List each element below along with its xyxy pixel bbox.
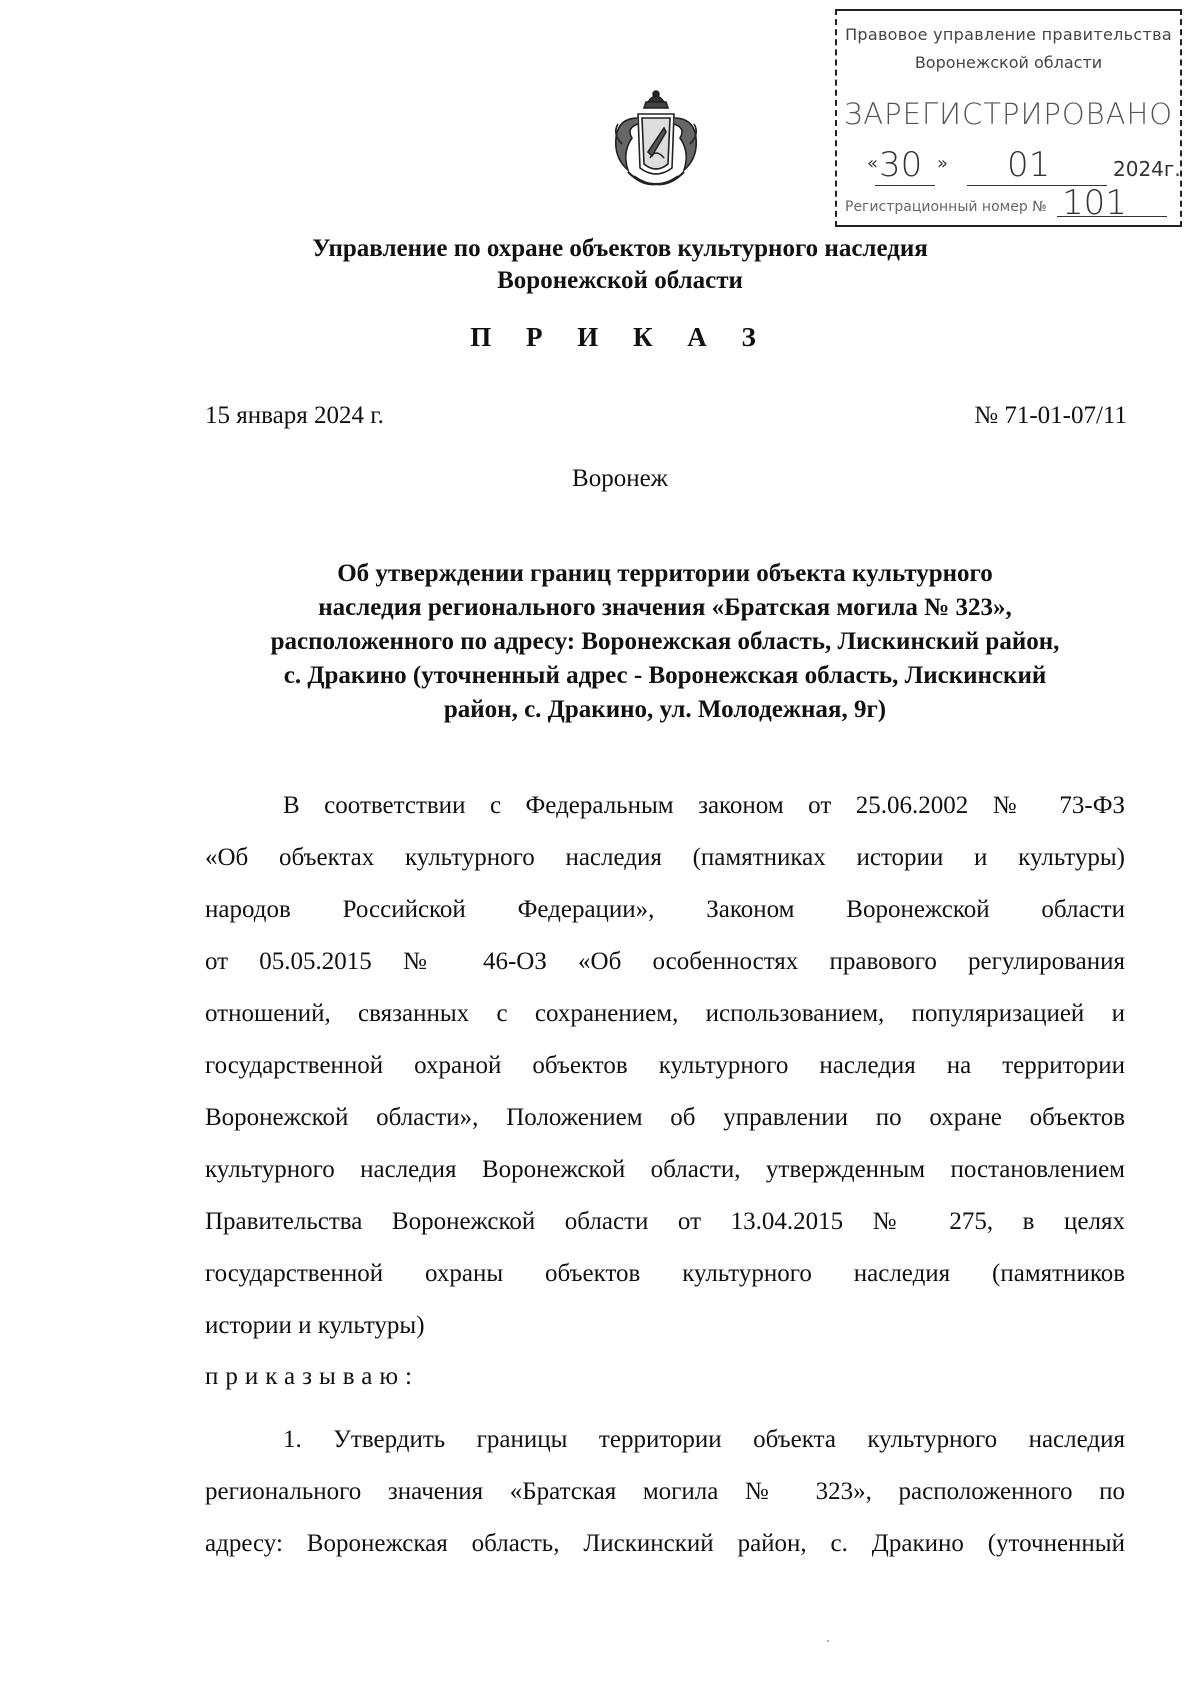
stamp-regnum-underline (1057, 216, 1167, 217)
document-date: 15 января 2024 г. (205, 402, 384, 429)
preamble-line: Воронежской области», Положением об управлении по охране объектов (205, 1104, 1125, 1131)
preamble-line: Правительства Воронежской области от 13.04.2015 № 275, в целях (205, 1208, 1125, 1235)
item-1-line: регионального значения «Братская могила № 323», расположенного по (205, 1478, 1125, 1505)
subject-line: район, с. Дракино, ул. Молодежная, 9г) (443, 696, 887, 723)
stamp-year: 2024г. (1113, 157, 1181, 181)
stamp-month: 01 (1007, 145, 1051, 185)
preamble-line: истории и культуры) (205, 1312, 425, 1339)
preamble-line: культурного наследия Воронежской области, утвержденным постановлением (205, 1156, 1125, 1183)
subject-line: с. Дракино (уточненный адрес - Воронежская область, Лискинский (283, 662, 1047, 689)
stamp-day: 30 (879, 145, 923, 185)
order-word: приказываю: (205, 1363, 419, 1390)
document-subject (205, 557, 1125, 727)
document-city: Воронеж (572, 465, 668, 492)
item-1-paragraph (205, 1414, 1125, 1570)
preamble-line: «Об объектах культурного наследия (памятниках истории и культуры) (205, 844, 1125, 871)
subject-line: наследия регионального значения «Братская могила № 323», (318, 594, 1012, 621)
preamble-line: государственной охраной объектов культурного наследия на территории (205, 1052, 1125, 1079)
stamp-day-underline (875, 185, 935, 186)
stamp-quote-open: « (867, 153, 879, 174)
preamble-line: отношений, связанных с сохранением, использованием, популяризацией и (205, 1000, 1125, 1027)
stamp-regnum: 101 (1062, 183, 1127, 223)
stamp-quote-close: » (937, 153, 949, 174)
preamble-line: народов Российской Федерации», Законом Воронежской области (205, 896, 1125, 923)
item-1-line: адресу: Воронежская область, Лискинский район, с. Дракино (уточненный (205, 1530, 1125, 1557)
org-line1: Управление по охране объектов культурного наследия (312, 235, 928, 262)
scan-speck (827, 1640, 829, 1642)
stamp-org-line2: Воронежской области (914, 53, 1103, 72)
preamble-line: В соответствии с Федеральным законом от 25.06.2002 № 73-ФЗ (283, 792, 1125, 819)
preamble-line: государственной охраны объектов культурного наследия (памятников (205, 1260, 1125, 1287)
coat-of-arms-emblem (608, 88, 704, 192)
stamp-regnum-label: Регистрационный номер № (845, 199, 1047, 215)
document-number: № 71-01-07/11 (974, 402, 1127, 429)
preamble-line: от 05.05.2015 № 46-ОЗ «Об особенностях правового регулирования (205, 948, 1125, 975)
org-line2: Воронежской области (497, 267, 743, 294)
registration-stamp (835, 9, 1182, 227)
item-1-line: 1. Утвердить границы территории объекта культурного наследия (283, 1426, 1125, 1453)
subject-line: расположенного по адресу: Воронежская область, Лискинский район, (270, 628, 1060, 655)
issuing-organization (200, 233, 1040, 297)
stamp-registered-label: ЗАРЕГИСТРИРОВАНО (843, 97, 1174, 131)
subject-line: Об утверждении границ территории объекта культурного (337, 560, 993, 587)
document-type-title: П Р И К А З (470, 322, 770, 352)
stamp-date (867, 145, 1181, 187)
stamp-org-line1: Правовое управление правительства (845, 25, 1172, 44)
preamble-paragraph (205, 780, 1125, 1352)
